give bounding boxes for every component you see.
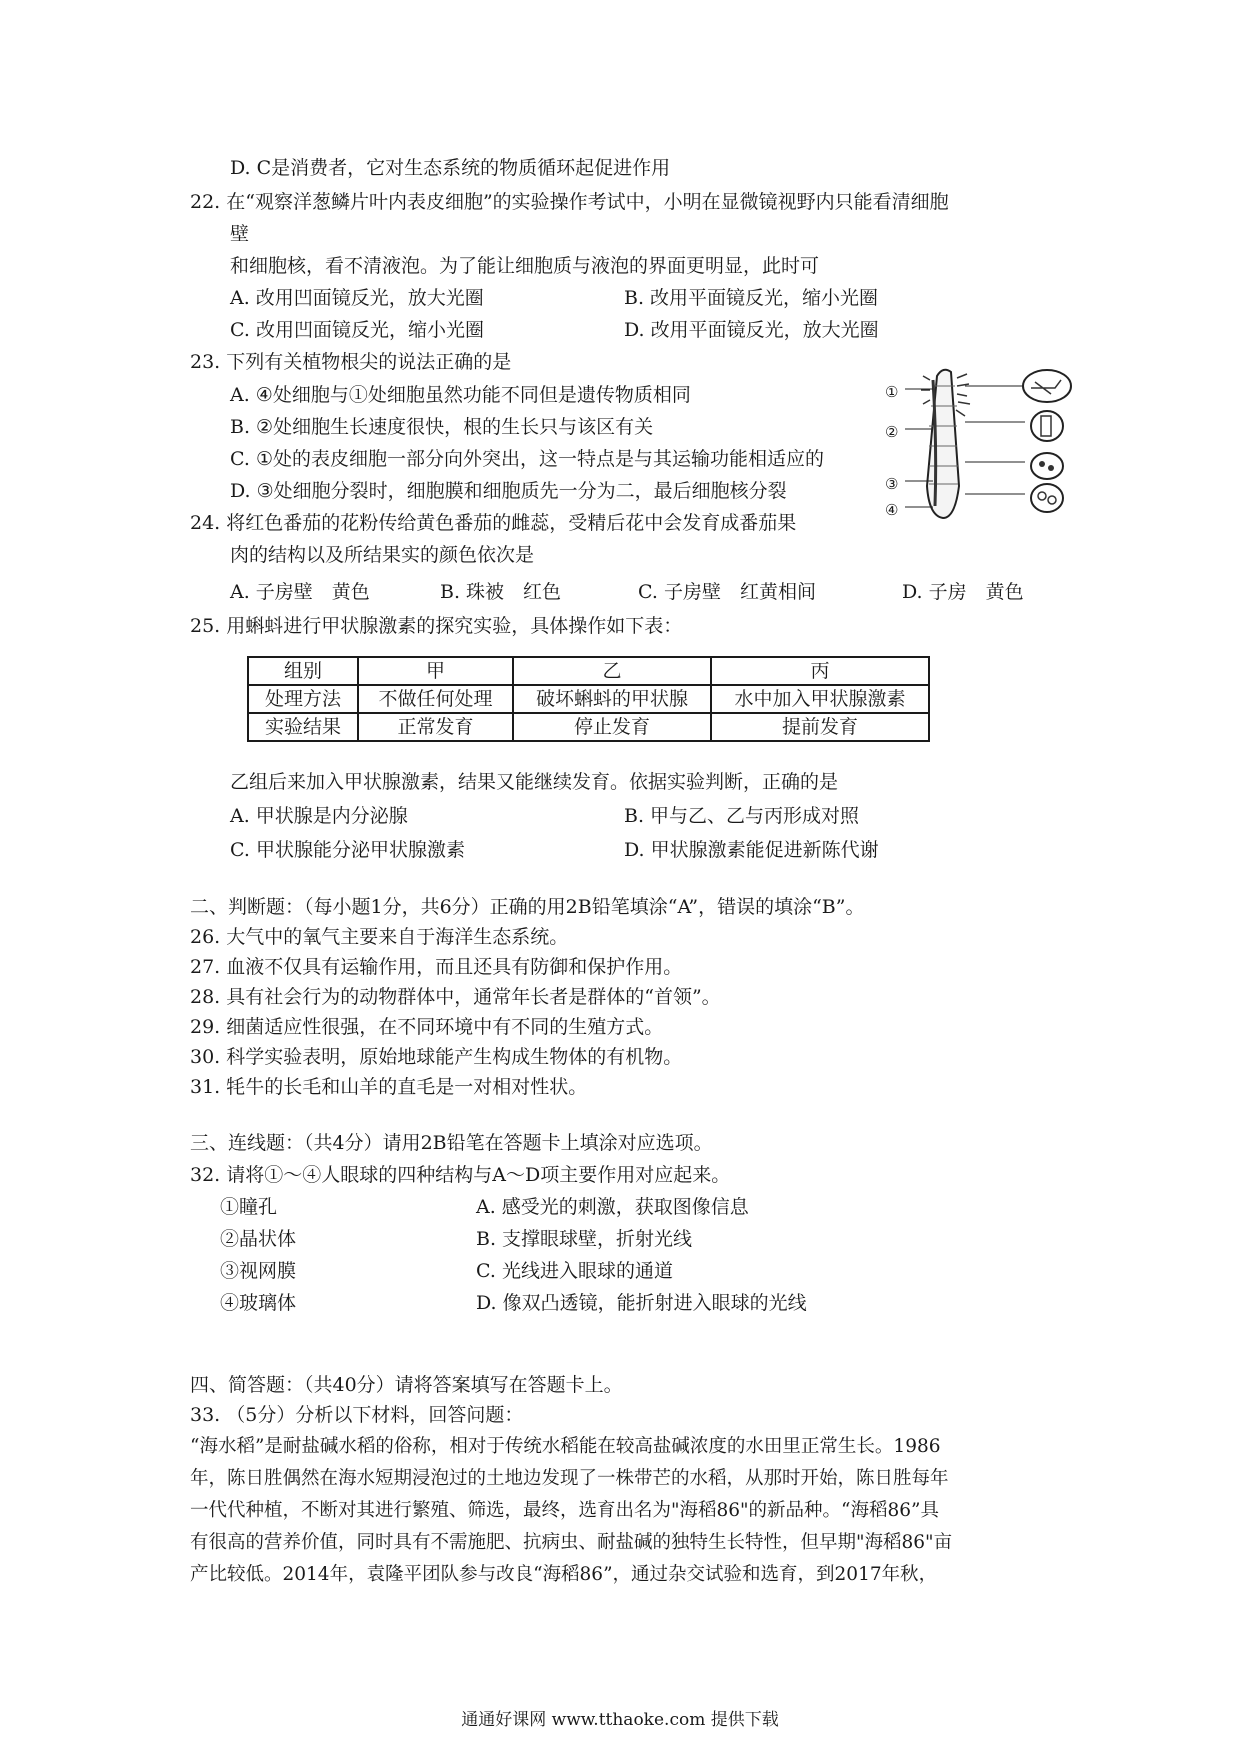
table-cell: 正常发育 [358,713,513,741]
question-23-option-c: C. ①处的表皮细胞一部分向外突出，这一特点是与其运输功能相适应的 [230,448,824,470]
question-32-stem: 32. 请将①～④人眼球的四种结构与A～D项主要作用对应起来。 [190,1164,731,1186]
matching-right-c: C. 光线进入眼球的通道 [476,1260,673,1282]
section-2-title: 二、判断题：（每小题1分，共6分）正确的用2B铅笔填涂“A”，错误的填涂“B”。 [190,896,865,918]
judgment-item-30: 30. 科学实验表明，原始地球能产生构成生物体的有机物。 [190,1046,683,1068]
page-footer: 通通好课网 www.tthaoke.com 提供下载 [461,1710,779,1730]
section-3-title: 三、连线题：（共4分）请用2B铅笔在答题卡上填涂对应选项。 [190,1132,713,1154]
judgment-item-26: 26. 大气中的氧气主要来自于海洋生态系统。 [190,926,569,948]
question-33-stem: 33. （5分）分析以下材料，回答问题： [190,1404,524,1426]
judgment-item-27: 27. 血液不仅具有运输作用，而且还具有防御和保护作用。 [190,956,683,978]
question-25-option-c: C. 甲状腺能分泌甲状腺激素 [230,839,465,861]
material-paragraph-line-4: 有很高的营养价值，同时具有不需施肥、抗病虫、耐盐碱的独特生长特性，但早期"海稻86"亩 [190,1532,953,1553]
matching-right-b: B. 支撑眼球壁，折射光线 [476,1228,693,1250]
table-cell: 组别 [248,657,358,685]
question-24-option-d: D. 子房 黄色 [902,581,1024,603]
question-22-stem-wrap: 壁 [230,223,250,245]
question-23-option-b: B. ②处细胞生长速度很快，根的生长只与该区有关 [230,416,654,438]
table-cell: 破坏蝌蚪的甲状腺 [513,685,711,713]
question-23-stem: 23. 下列有关植物根尖的说法正确的是 [190,351,512,373]
matching-left-1: ①瞳孔 [220,1196,278,1218]
material-paragraph-line-2: 年，陈日胜偶然在海水短期浸泡过的土地边发现了一株带芒的水稻，从那时开始，陈日胜每年 [190,1468,949,1489]
question-24-option-b: B. 珠被 红色 [440,581,562,603]
table-cell: 实验结果 [248,713,358,741]
matching-left-3: ③视网膜 [220,1260,297,1282]
material-paragraph-line-5: 产比较低。2014年，袁隆平团队参与改良“海稻86”，通过杂交试验和选育，到2017年秋， [190,1564,938,1585]
question-23-option-d: D. ③处细胞分裂时，细胞膜和细胞质先一分为二，最后细胞核分裂 [230,480,787,502]
table-cell: 水中加入甲状腺激素 [711,685,929,713]
table-cell: 处理方法 [248,685,358,713]
experiment-table [247,656,930,742]
table-row [248,685,929,713]
table-cell: 乙 [513,657,711,685]
table-cell: 提前发育 [711,713,929,741]
question-25-after-table: 乙组后来加入甲状腺激素，结果又能继续发育。依据实验判断，正确的是 [230,771,839,793]
question-24-stem: 24. 将红色番茄的花粉传给黄色番茄的雌蕊，受精后花中会发育成番茄果 [190,512,797,534]
question-22-option-c: C. 改用凹面镜反光，缩小光圈 [230,319,484,341]
question-24-option-a: A. 子房壁 黄色 [230,581,370,603]
judgment-item-28: 28. 具有社会行为的动物群体中，通常年长者是群体的“首领”。 [190,986,721,1008]
question-22-stem: 22. 在“观察洋葱鳞片叶内表皮细胞”的实验操作考试中，小明在显微镜视野内只能看清细胞 [190,191,949,213]
figure-label-3: ③ [885,475,899,493]
figure-label-4: ④ [885,501,899,519]
question-24-stem-cont: 肉的结构以及所结果实的颜色依次是 [230,544,535,566]
question-21-option-d: D. C是消费者，它对生态系统的物质循环起促进作用 [230,157,671,179]
question-25-option-a: A. 甲状腺是内分泌腺 [230,805,408,827]
table-cell: 甲 [358,657,513,685]
table-row [248,657,929,685]
question-22-option-a: A. 改用凹面镜反光，放大光圈 [230,287,484,309]
question-22-option-d: D. 改用平面镜反光，放大光圈 [624,319,879,341]
table-row [248,713,929,741]
matching-left-4: ④玻璃体 [220,1292,297,1314]
matching-right-a: A. 感受光的刺激，获取图像信息 [476,1196,749,1218]
question-25-stem: 25. 用蝌蚪进行甲状腺激素的探究实验，具体操作如下表： [190,615,683,637]
material-paragraph-line-3: 一代代种植，不断对其进行繁殖、筛选，最终，选育出名为"海稻86"的新品种。“海稻86”具 [190,1500,940,1521]
question-24-option-c: C. 子房壁 红黄相间 [638,581,816,603]
table-cell: 不做任何处理 [358,685,513,713]
question-22-option-b: B. 改用平面镜反光，缩小光圈 [624,287,879,309]
table-cell: 丙 [711,657,929,685]
question-25-option-b: B. 甲与乙、乙与丙形成对照 [624,805,860,827]
judgment-item-29: 29. 细菌适应性很强，在不同环境中有不同的生殖方式。 [190,1016,664,1038]
matching-right-d: D. 像双凸透镜，能折射进入眼球的光线 [476,1292,807,1314]
root-tip-drawing [885,366,1075,528]
question-25-option-d: D. 甲状腺激素能促进新陈代谢 [624,839,879,861]
matching-left-2: ②晶状体 [220,1228,297,1250]
table-cell: 停止发育 [513,713,711,741]
judgment-item-31: 31. 牦牛的长毛和山羊的直毛是一对相对性状。 [190,1076,588,1098]
question-23-option-a: A. ④处细胞与①处细胞虽然功能不同但是遗传物质相同 [230,384,691,406]
figure-label-2: ② [885,423,899,441]
root-tip-figure [885,366,1075,528]
material-paragraph-line-1: “海水稻”是耐盐碱水稻的俗称，相对于传统水稻能在较高盐碱浓度的水田里正常生长。1986 [190,1436,941,1457]
figure-label-1: ① [885,383,899,401]
section-4-title: 四、简答题：（共40分）请将答案填写在答题卡上。 [190,1374,623,1396]
question-22-stem-cont: 和细胞核，看不清液泡。为了能让细胞质与液泡的界面更明显，此时可 [230,255,820,277]
